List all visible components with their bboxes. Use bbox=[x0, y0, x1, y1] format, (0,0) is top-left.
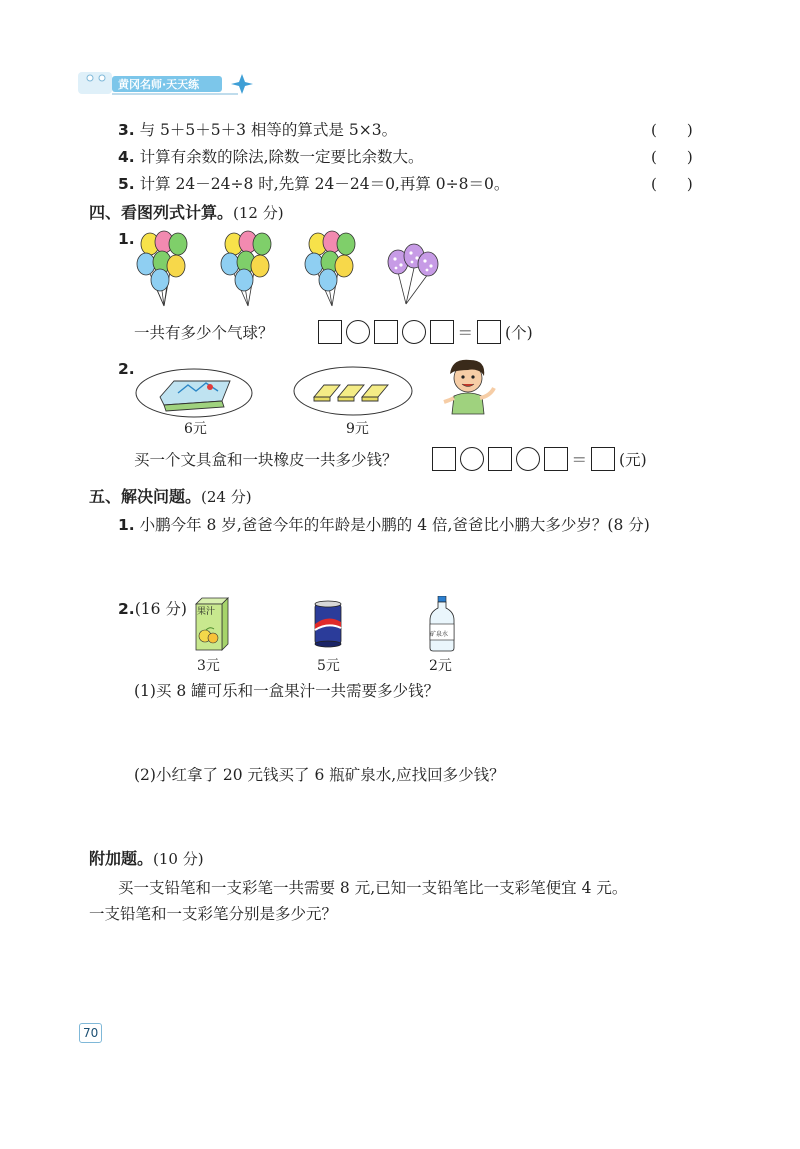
answer-box[interactable] bbox=[374, 320, 398, 344]
answer-box[interactable] bbox=[318, 320, 342, 344]
unit-label: (元) bbox=[619, 451, 647, 469]
answer-paren[interactable]: ( ) bbox=[651, 121, 693, 139]
section-5-title: 五、解决问题。(24 分) bbox=[89, 487, 252, 506]
operator-circle[interactable] bbox=[516, 447, 540, 471]
operator-circle[interactable] bbox=[346, 320, 370, 344]
item-text: 计算 24－24÷8 时,先算 24－24＝0,再算 0÷8＝0。 bbox=[139, 175, 510, 193]
price-eraser: 9元 bbox=[346, 421, 369, 437]
eraser-plate bbox=[292, 365, 414, 417]
answer-box[interactable] bbox=[477, 320, 501, 344]
s5-q2-sub2: (2)小红拿了 20 元钱买了 6 瓶矿泉水,应找回多少钱？ bbox=[134, 766, 505, 784]
header-brand-text: 黄冈名师·天天练 bbox=[118, 78, 200, 91]
operator-circle[interactable] bbox=[460, 447, 484, 471]
item-text: 与 5＋5＋5＋3 相等的算式是 5×3。 bbox=[139, 121, 398, 139]
item-number: 2. bbox=[118, 600, 135, 618]
unit-label: (个) bbox=[505, 324, 533, 342]
item-points: (16 分) bbox=[134, 600, 187, 618]
answer-box[interactable] bbox=[488, 447, 512, 471]
boy-illustration bbox=[440, 356, 500, 418]
answer-box[interactable] bbox=[591, 447, 615, 471]
s5-q1 bbox=[118, 513, 650, 535]
item-number: 5. bbox=[118, 175, 135, 193]
balloon-bunches bbox=[134, 230, 454, 310]
item-number: 4. bbox=[118, 148, 135, 166]
equals-sign: ＝ bbox=[457, 324, 474, 342]
cola-can-icon bbox=[313, 600, 343, 648]
equals-sign: ＝ bbox=[571, 451, 588, 469]
price-water: 2元 bbox=[429, 658, 452, 674]
pencil-box-plate bbox=[134, 367, 254, 419]
judge-item-3 bbox=[118, 118, 397, 140]
answer-paren[interactable]: ( ) bbox=[651, 175, 693, 193]
s4-q1-equation-row bbox=[134, 320, 533, 344]
balloon-bunch-4 bbox=[388, 244, 438, 304]
price-juice: 3元 bbox=[197, 658, 220, 674]
bonus-line-2: 一支铅笔和一支彩笔分别是多少元？ bbox=[89, 905, 338, 923]
water-label: 矿泉水 bbox=[430, 631, 449, 638]
judge-item-5 bbox=[118, 172, 509, 194]
item-text: 小鹏今年 8 岁,爸爸今年的年龄是小鹏的 4 倍,爸爸比小鹏大多少岁？(8 分) bbox=[139, 516, 650, 534]
water-bottle-icon bbox=[427, 596, 457, 652]
balloon-bunch-3 bbox=[305, 231, 355, 306]
s4-q2-equation-row bbox=[134, 447, 647, 471]
s4-q1-question: 一共有多少个气球？ bbox=[134, 324, 274, 342]
judge-item-4 bbox=[118, 145, 424, 167]
bonus-title: 附加题。(10 分) bbox=[89, 849, 204, 868]
price-pencil-box: 6元 bbox=[184, 421, 207, 437]
answer-box[interactable] bbox=[430, 320, 454, 344]
s4-q1-number: 1. bbox=[118, 230, 135, 248]
item-number: 3. bbox=[118, 121, 135, 139]
section-4-title: 四、看图列式计算。(12 分) bbox=[89, 203, 284, 222]
s5-q2-sub1: (1)买 8 罐可乐和一盒果汁一共需要多少钱？ bbox=[134, 682, 440, 700]
s5-q2-header bbox=[118, 597, 187, 619]
item-number: 1. bbox=[118, 516, 135, 534]
answer-paren[interactable]: ( ) bbox=[651, 148, 693, 166]
price-cola: 5元 bbox=[317, 658, 340, 674]
answer-box[interactable] bbox=[544, 447, 568, 471]
bonus-line-1: 买一支铅笔和一支彩笔一共需要 8 元,已知一支铅笔比一支彩笔便宜 4 元。 bbox=[118, 879, 628, 897]
page-header bbox=[78, 68, 258, 96]
answer-box[interactable] bbox=[432, 447, 456, 471]
page-number: 70 bbox=[79, 1023, 102, 1043]
item-text: 计算有余数的除法,除数一定要比余数大。 bbox=[139, 148, 424, 166]
juice-label: 果汁 bbox=[197, 607, 216, 617]
balloon-bunch-1 bbox=[137, 231, 187, 306]
s4-q2-question: 买一个文具盒和一块橡皮一共多少钱？ bbox=[134, 451, 398, 469]
operator-circle[interactable] bbox=[402, 320, 426, 344]
s4-q2-number: 2. bbox=[118, 360, 135, 378]
balloon-bunch-2 bbox=[221, 231, 271, 306]
